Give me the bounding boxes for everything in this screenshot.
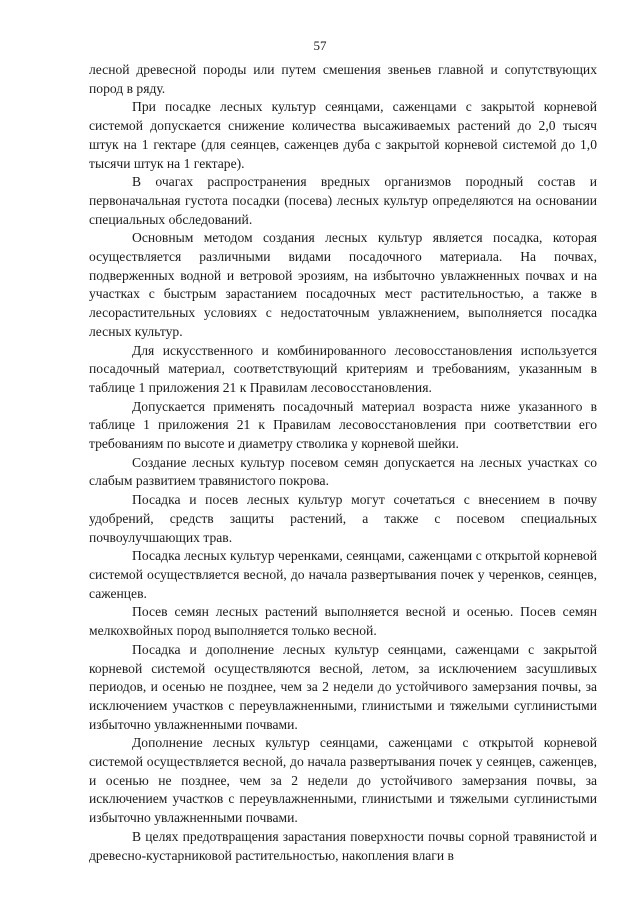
paragraph: В очагах распространения вредных организмов породный состав и первоначальная густота посадки (посева) лесных культур определяются на основании специальных обследований. (89, 174, 597, 227)
paragraph: Для искусственного и комбинированного лесовосстановления используется посадочный материал, соответствующий критериям и требованиям, указанным в таблице 1 приложения 21 к Правилам лесовосстановления. (89, 342, 597, 395)
paragraph: Посадка лесных культур черенками, сеянцами, саженцами с открытой корневой системой осуществляется весной, до начала развертывания почек у черенков, сеянцев, саженцев. (89, 548, 597, 601)
paragraph: Посадка и посев лесных культур могут сочетаться с внесением в почву удобрений, средств защиты растений, а также с посевом специальных почвоулучшающих трав. (89, 492, 597, 545)
document-body (89, 61, 597, 865)
paragraph: При посадке лесных культур сеянцами, саженцами с закрытой корневой системой допускается снижение количества высаживаемых растений до 2,0 тысяч штук на 1 гектаре (для сеянцев, саженцев дуба с закрытой корневой системой до 1,0 тысячи штук на 1 гектаре). (89, 99, 597, 171)
paragraph: Посев семян лесных растений выполняется весной и осенью. Посев семян мелкохвойных пород выполняется только весной. (89, 604, 597, 639)
paragraph: лесной древесной породы или путем смешения звеньев главной и сопутствующих пород в ряду. (89, 62, 597, 96)
paragraph: В целях предотвращения зарастания поверхности почвы сорной травянистой и древесно-кустарниковой растительностью, накопления влаги в (89, 828, 597, 863)
paragraph: Дополнение лесных культур сеянцами, саженцами с открытой корневой системой осуществляется весной, до начала развертывания почек у сеянцев, саженцев, и осенью не позднее, чем за 2 недели до устойчивого замерзания почвы, за исключением участков с переувлажненными, глинистыми и тяжелыми суглинистыми избыточно увлажненными почвами. (89, 735, 597, 826)
page-number: 57 (313, 38, 327, 53)
paragraph: Допускается применять посадочный материал возраста ниже указанного в таблице 1 приложения 21 к Правилам лесовосстановления при соответствии его требованиям по высоте и диаметру стволика у корневой шейки. (89, 398, 597, 452)
paragraph: Основным методом создания лесных культур является посадка, которая осуществляется различными видами посадочного материала. На почвах, подверженных водной и ветровой эрозиям, на избыточно увлажненных почвах и на участках с быстрым зарастанием посадочных мест растительностью, а также в лесорастительных условиях с недостаточным увлажнением, выполняется посадка лесных культур. (89, 230, 597, 339)
paragraph: Посадка и дополнение лесных культур сеянцами, саженцами с закрытой корневой системой осуществляются весной, летом, за исключением засушливых периодов, и осенью не позднее, чем за 2 недели до устойчивого замерзания почвы, за исключением участков с переувлажненными, глинистыми и тяжелыми суглинистыми избыточно увлажненными почвами. (89, 641, 597, 732)
paragraph: Создание лесных культур посевом семян допускается на лесных участках со слабым развитием травянистого покрова. (89, 454, 597, 489)
